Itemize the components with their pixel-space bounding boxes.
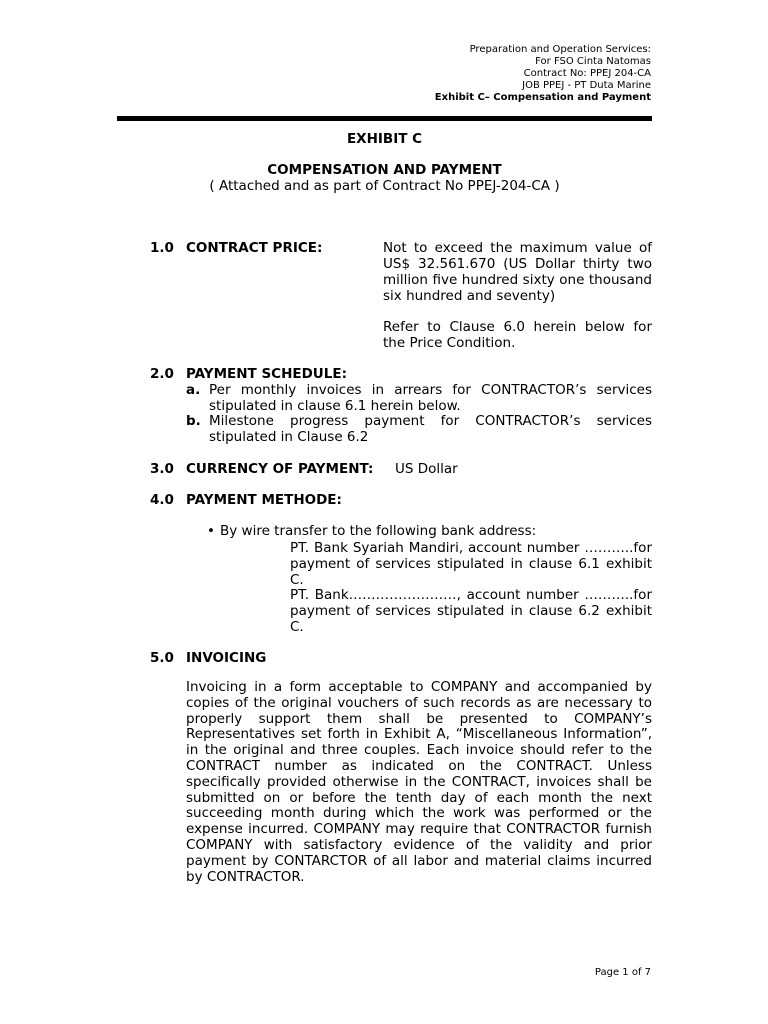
invoicing-paragraph: Invoicing in a form acceptable to COMPANY and accompanied by copies of the original vouchers of such records as are necessary to properly support them shall be presented to COMPANY’s Representatives set forth in Exhibit A, “Miscellaneous Information”, in the original and three couples. Each invoice should refer to the CONTRACT number as indicated on the CONTRACT. Unless specifically provided otherwise in the CONTRACT, invoices shall be submitted on or before the tenth day of each month the next succeeding month during which the work was performed or the expense incurred. COMPANY may require that CONTRACTOR furnish COMPANY with satisfactory evidence of the validity and prior payment by CONTARCTOR of all labor and material claims incurred by CONTRACTOR. [186,679,652,885]
section-heading: COMPENSATION AND PAYMENT [267,162,502,178]
contract-price-text: Not to exceed the maximum value of US$ 32.561.670 (US Dollar thirty two million five hundred sixty one thousand six hundred and seventy) [383,240,652,304]
bank-1-text: PT. Bank Syariah Mandiri, account number ………..for payment of services stipulated in clause 6.1 exhibit C. [290,540,652,588]
section-1-label: CONTRACT PRICE: [186,240,323,256]
bullet-icon: • [207,523,215,539]
header-line-3: Contract No: PPEJ 204-CA [523,68,651,79]
item-a-marker: a. [186,382,201,398]
page-number: Page 1 of 7 [594,967,651,978]
item-b-text: Milestone progress payment for CONTRACTOR’s services stipulated in Clause 6.2 [209,413,652,445]
exhibit-title: EXHIBIT C [346,131,423,147]
document-header [291,44,651,104]
section-2-label: PAYMENT SCHEDULE: [186,366,347,382]
price-condition-text: Refer to Clause 6.0 herein below for the Price Condition. [383,319,652,351]
header-rule [117,116,652,121]
header-line-2: For FSO Cinta Natomas [535,56,651,67]
wire-transfer-text: By wire transfer to the following bank address: [220,523,537,539]
section-3-label: CURRENCY OF PAYMENT: [186,461,374,477]
section-5-label: INVOICING [186,650,267,666]
heading-subtitle: ( Attached and as part of Contract No PPEJ-204-CA ) [209,178,560,194]
header-line-4: JOB PPEJ - PT Duta Marine [522,80,651,91]
bank-2-text: PT. Bank……………………, account number ………..for payment of services stipulated in clause 6.2 exhibit C. [290,587,652,635]
item-b-marker: b. [186,413,201,429]
section-2-number: 2.0 [150,366,174,382]
item-a-text: Per monthly invoices in arrears for CONTRACTOR’s services stipulated in clause 6.1 herein below. [209,382,652,414]
section-4-label: PAYMENT METHODE: [186,492,342,508]
currency-value: US Dollar [395,461,458,477]
section-3-number: 3.0 [150,461,174,477]
section-4-number: 4.0 [150,492,174,508]
section-5-number: 5.0 [150,650,174,666]
header-line-1: Preparation and Operation Services: [469,44,651,55]
section-1-number: 1.0 [150,240,174,256]
header-line-5: Exhibit C– Compensation and Payment [434,92,651,103]
